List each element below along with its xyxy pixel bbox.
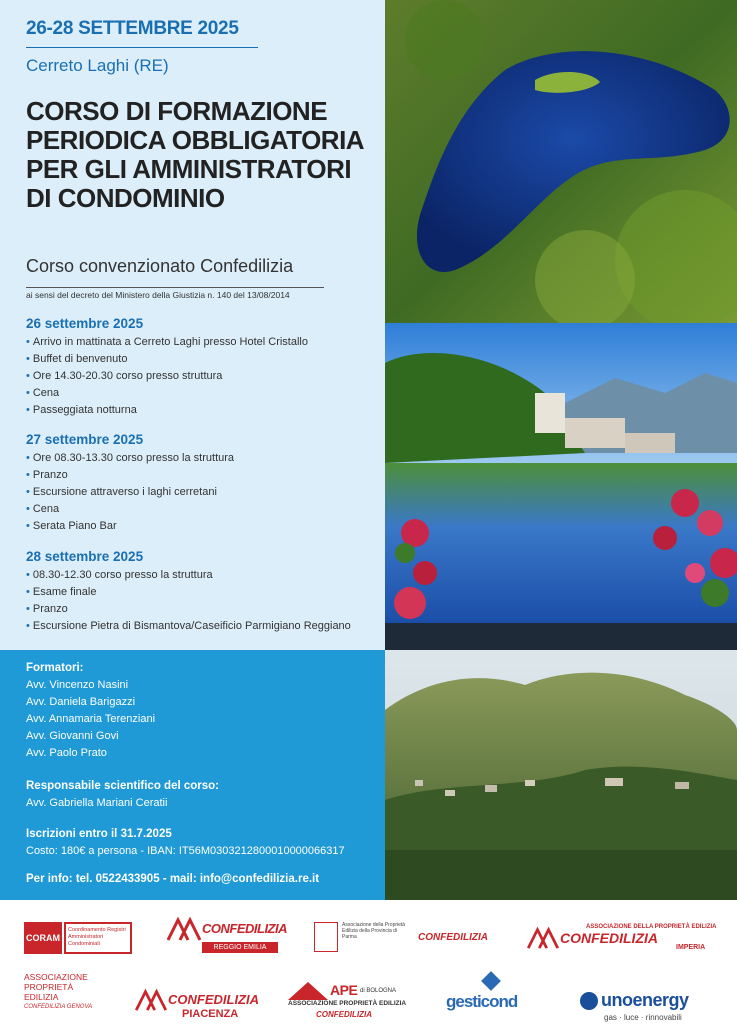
ape-suffix: di BOLOGNA	[360, 988, 397, 994]
coram-text: Coordinamento Registri Amministratori Condominiali	[64, 922, 132, 954]
event-date: 26-28 SETTEMBRE 2025	[26, 18, 239, 39]
date-divider	[26, 47, 258, 48]
bologna-logo	[288, 980, 408, 1024]
trainer-name: Avv. Paolo Prato	[26, 747, 107, 759]
scientific-name: Avv. Gabriella Mariani Ceratii	[26, 797, 168, 809]
title-line: DI CONDOMINIO	[26, 183, 225, 213]
photo-mountain-valley	[385, 650, 737, 900]
trainer-name: Avv. Annamaria Terenziani	[26, 713, 156, 725]
unoenergy-circle-icon	[580, 992, 598, 1010]
ape-brand: CONFEDILIZIA	[316, 1010, 372, 1019]
confedilizia-emblem-icon	[526, 926, 560, 950]
scientific-label: Responsabile scientifico del corso:	[26, 780, 219, 792]
gesticond-wordmark: gesticond	[446, 992, 518, 1011]
ape-roof-icon	[288, 982, 328, 1000]
piacenza-wordmark: CONFEDILIZIA	[168, 992, 259, 1007]
genova-line: EDILIZIA	[24, 992, 59, 1002]
gesticond-logo	[446, 970, 542, 1024]
course-subtitle: Corso convenzionato Confedilizia	[26, 256, 294, 276]
program-item: • Passeggiata notturna	[26, 402, 371, 419]
trainer-name: Avv. Daniela Barigazzi	[26, 696, 136, 708]
confedilizia-re-sub: REGGIO EMILIA	[202, 942, 278, 953]
genova-line: PROPRIETÀ	[24, 982, 74, 992]
program-item: • Arrivo in mattinata a Cerreto Laghi presso Hotel Cristallo	[26, 334, 371, 351]
registration-section	[26, 826, 371, 860]
unoenergy-logo	[580, 990, 720, 1024]
program-item: • Escursione attraverso i laghi cerretani	[26, 484, 371, 501]
event-location: Cerreto Laghi (RE)	[26, 56, 169, 75]
trainers-section	[26, 660, 371, 762]
program-day	[26, 316, 371, 419]
genova-line: ASSOCIAZIONE	[24, 972, 88, 982]
title-line: PERIODICA OBBLIGATORIA	[26, 125, 365, 155]
program-panel	[0, 0, 385, 650]
program-item: • Serata Piano Bar	[26, 518, 371, 535]
parma-emblem-icon	[314, 922, 338, 952]
program-item: • Cena	[26, 501, 371, 518]
coram-logo	[24, 922, 132, 954]
contact-info: Per info: tel. 0522433905 - mail: info@confedilizia.re.it	[26, 873, 320, 885]
coram-mark: CORAM	[24, 922, 62, 954]
title-line: CORSO DI FORMAZIONE	[26, 96, 328, 126]
village-lake-image	[385, 323, 737, 650]
info-panel	[0, 650, 385, 900]
ape-subtitle: ASSOCIAZIONE PROPRIETÀ EDILIZIA	[288, 1000, 407, 1007]
program-item: • Ore 08.30-13.30 corso presso la struttura	[26, 450, 371, 467]
photo-village-lake	[385, 323, 737, 650]
cost-iban: Costo: 180€ a persona - IBAN: IT56M0303212800010000066317	[26, 845, 345, 857]
parma-text: Associazione della Proprietà Edilizia della Provincia di Parma	[342, 922, 406, 940]
trainers-label: Formatori:	[26, 662, 84, 674]
program-day	[26, 549, 371, 635]
day-title: 28 settembre 2025	[26, 549, 144, 564]
parma-wordmark: CONFEDILIZIA	[418, 932, 488, 943]
course-title	[26, 97, 371, 213]
unoenergy-wordmark: unoenergy	[601, 990, 689, 1010]
program-item: • Buffet di benvenuto	[26, 351, 371, 368]
confedilizia-emblem-icon	[166, 916, 202, 942]
confedilizia-wordmark: CONFEDILIZIA	[202, 921, 287, 936]
day-title: 27 settembre 2025	[26, 432, 144, 447]
confedilizia-emblem-icon	[134, 988, 168, 1012]
trainer-name: Avv. Giovanni Govi	[26, 730, 119, 742]
genova-logo	[24, 972, 104, 1024]
parma-logo	[314, 922, 494, 958]
program-item: • Pranzo	[26, 467, 371, 484]
trainer-name: Avv. Vincenzo Nasini	[26, 679, 129, 691]
unoenergy-tagline: gas · luce · rinnovabili	[604, 1013, 682, 1022]
registration-deadline: Iscrizioni entro il 31.7.2025	[26, 828, 172, 840]
sponsor-logos	[0, 900, 737, 1024]
program-item: • Pranzo	[26, 601, 371, 618]
aerial-lake-image	[385, 0, 737, 323]
program-item: • Ore 14.30-20.30 corso presso struttura	[26, 368, 371, 385]
program-item: • Esame finale	[26, 584, 371, 601]
title-line: PER GLI AMMINISTRATORI	[26, 154, 352, 184]
gesticond-diamond-icon	[480, 970, 502, 992]
contact-section	[26, 871, 371, 888]
program-item: • Cena	[26, 385, 371, 402]
day-title: 26 settembre 2025	[26, 316, 144, 331]
scientific-section	[26, 778, 371, 812]
decree-note: ai sensi del decreto del Ministero della Giustizia n. 140 del 13/08/2014	[26, 287, 324, 300]
program-item: • 08.30-12.30 corso presso la struttura	[26, 567, 371, 584]
imperia-wordmark: CONFEDILIZIA	[560, 930, 658, 946]
imperia-title: ASSOCIAZIONE DELLA PROPRIETÀ EDILIZIA	[586, 924, 717, 930]
mountain-valley-image	[385, 650, 737, 900]
imperia-logo	[526, 924, 716, 958]
piacenza-logo	[134, 986, 259, 1022]
program-item: • Escursione Pietra di Bismantova/Caseificio Parmigiano Reggiano	[26, 618, 371, 635]
genova-wordmark: CONFEDILIZIA GENOVA	[24, 1004, 93, 1010]
piacenza-sub: PIACENZA	[182, 1008, 239, 1020]
ape-wordmark: APE	[330, 982, 358, 998]
program-day	[26, 432, 371, 535]
confedilizia-re-logo	[166, 916, 287, 958]
photo-aerial-lake	[385, 0, 737, 323]
imperia-sub: IMPERIA	[676, 944, 706, 951]
